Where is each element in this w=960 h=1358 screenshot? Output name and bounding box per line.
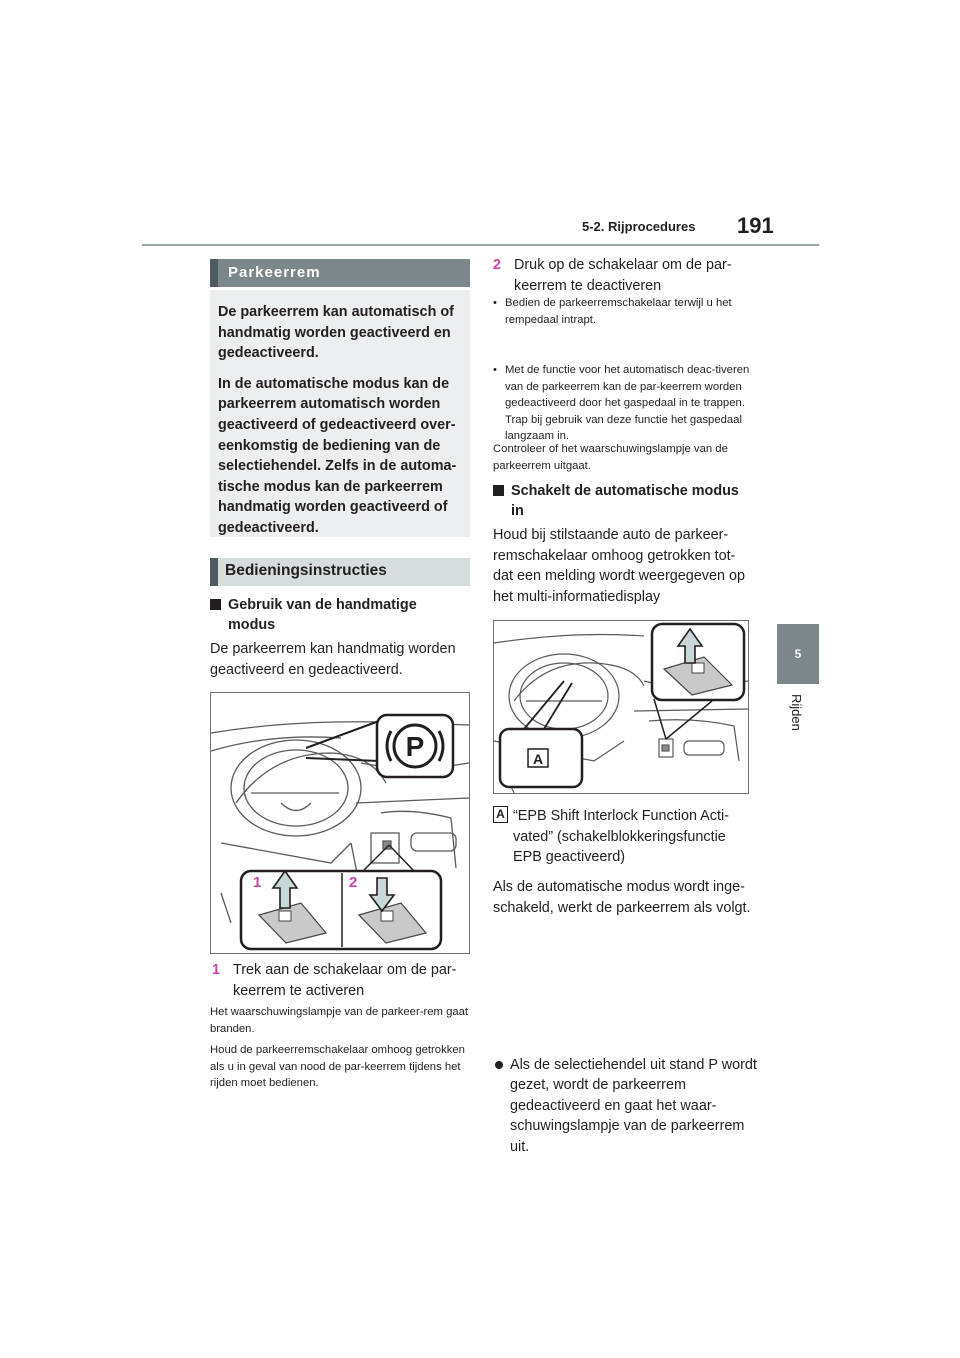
page-number: 191 xyxy=(737,213,774,238)
intro-box xyxy=(210,290,470,537)
label-a: A xyxy=(493,806,508,823)
title-bar-accent xyxy=(210,259,218,287)
manual-mode-heading-text: Gebruik van de handmatige modus xyxy=(228,597,417,633)
step-2 xyxy=(493,255,751,296)
chapter-tab: 5 xyxy=(777,624,819,684)
section-bar xyxy=(210,558,470,586)
square-bullet-icon xyxy=(493,485,504,496)
step-1-text: Trek aan de schakelaar om de par-keerrem te activeren xyxy=(233,962,457,999)
auto-mode-text: Houd bij stilstaande auto de parkeer-remschakelaar omhoog getrokken tot-dat een melding wordt weergegeven op het multi-informatiedisplay xyxy=(493,527,746,605)
section-bar-accent xyxy=(210,558,218,586)
dot-item-shift-p: Als de selectiehendel uit stand P wordt gezet, wordt de parkeerrem gedeactiveerd en gaat het waar-schuwingslampje van de parkeerrem uit. xyxy=(493,1055,760,1158)
check-note: Controleer of het waarschuwingslampje van de parkeerrem uitgaat. xyxy=(493,443,728,472)
label-a-box xyxy=(493,805,508,823)
step-1-number: 1 xyxy=(212,962,221,978)
auto-mode-heading xyxy=(493,481,748,521)
label-a-text: “EPB Shift Interlock Function Acti-vated” (schakelblokkeringsfunctie EPB geactiveerd) xyxy=(513,808,729,865)
manual-mode-text: De parkeerrem kan handmatig worden geactiveerd en gedeactiveerd. xyxy=(210,641,456,678)
title-bar-text: Parkeerrem xyxy=(228,264,321,281)
note-emergency: Houd de parkeerremschakelaar omhoog getrokken als u in geval van nood de par-keerrem tijdens het rijden moet bedienen. xyxy=(210,1044,465,1089)
square-bullet-icon xyxy=(210,599,221,610)
intro-paragraph-1: De parkeerrem kan automatisch of handmatig worden geactiveerd en gedeactiveerd. xyxy=(218,304,454,362)
dashboard-illustration xyxy=(211,693,469,953)
auto-result-text: Als de automatische modus wordt inge-schakeld, werkt de parkeerrem als volgt. xyxy=(493,879,751,916)
step-2-number: 2 xyxy=(493,257,502,273)
section-title: 5-2. Rijprocedures xyxy=(582,219,696,234)
figure-label-2: 2 xyxy=(349,874,358,891)
header-rule xyxy=(142,244,819,246)
svg-text:P: P xyxy=(405,731,425,762)
title-bar xyxy=(210,259,470,287)
note-warning-lamp: Het waarschuwingslampje van de parkeer-rem gaat branden. xyxy=(210,1006,469,1035)
chapter-label-text: Rijden xyxy=(789,694,804,731)
auto-mode-heading-text: Schakelt de automatische modus in xyxy=(511,483,739,519)
manual-mode-heading xyxy=(210,595,465,635)
auto-mode-figure xyxy=(493,620,749,794)
figure-label-1: 1 xyxy=(253,874,262,891)
bullet-brake-pedal: • Bedien de parkeerremschakelaar terwijl u het rempedaal intrapt. xyxy=(493,295,760,328)
intro-paragraph-2: In de automatische modus kan de parkeerrem automatisch worden geactiveerd of gedeactiveerd over-eenkomstig de bediening van de selectiehendel. Zelfs in de automa-tische modus kan de parkeerrem handmatig worden geactiveerd of gedeactiveerd. xyxy=(218,375,457,536)
section-bar-text: Bedieningsinstructies xyxy=(225,562,387,579)
parking-brake-figure xyxy=(210,692,470,954)
step-2-text: Druk op de schakelaar om de par-keerrem te deactiveren xyxy=(514,257,732,294)
chapter-label xyxy=(782,690,812,750)
figure-label-a: A xyxy=(532,751,544,767)
bullet-auto-release: • Met de functie voor het automatisch deac-tiveren van de parkeerrem kan de par-keerrem worden gedeactiveerd door het gaspedaal in te trappen. Trap bij gebruik van deze functie het gaspedaal langzaam in. xyxy=(493,362,760,445)
step-1 xyxy=(212,960,470,1001)
dashboard-illustration-2 xyxy=(494,621,748,793)
